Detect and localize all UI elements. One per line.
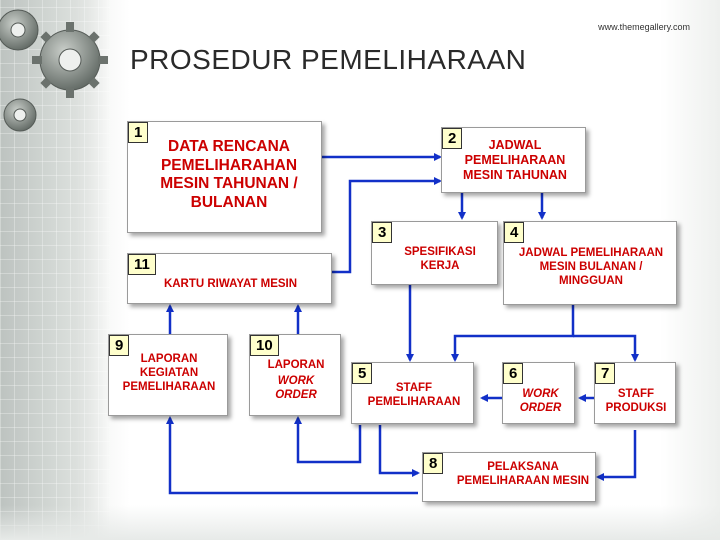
node-number: 11 [128, 254, 156, 275]
arrow-5-to-8 [380, 425, 418, 473]
node-number: 5 [352, 363, 372, 384]
node-4 [503, 221, 677, 305]
node-number: 3 [372, 222, 392, 243]
node-label: SPESIFIKASI KERJA [404, 246, 476, 272]
node-label: DATA RENCANA PEMELIHARAHAN MESIN TAHUNAN / BULANAN [160, 138, 298, 211]
node-number: 7 [595, 363, 615, 384]
node-7 [594, 362, 676, 424]
node-label: WORK ORDER [519, 388, 562, 414]
node-label: JADWAL PEMELIHARAAN MESIN TAHUNAN [463, 138, 567, 182]
node-1 [127, 121, 322, 233]
page-title: PROSEDUR PEMELIHARAAN [130, 44, 527, 75]
node-number: 1 [128, 122, 148, 143]
arrow-7-to-8 [598, 430, 635, 477]
node-9 [108, 334, 228, 416]
arrow-4-to-7 [573, 336, 635, 360]
node-6 [502, 362, 575, 424]
node-label: STAFF PRODUKSI [605, 388, 667, 414]
node-label-line2: WORK ORDER [275, 375, 317, 401]
node-2 [441, 127, 586, 193]
node-label: LAPORAN KEGIATAN PEMELIHARAAN [122, 353, 216, 393]
website-url: www.themegallery.com [598, 22, 690, 32]
node-label-line1: LAPORAN [267, 359, 325, 371]
node-number: 9 [109, 335, 129, 356]
node-label: KARTU RIWAYAT MESIN [163, 278, 298, 290]
node-11 [127, 253, 332, 304]
node-number: 6 [503, 363, 523, 384]
node-label: PELAKSANA PEMELIHARAAN MESIN [456, 461, 590, 487]
node-3 [371, 221, 498, 285]
arrow-4-split [455, 305, 573, 360]
node-number: 10 [250, 335, 279, 356]
node-8 [422, 452, 596, 502]
node-number: 8 [423, 453, 443, 474]
node-5 [351, 362, 474, 424]
arrow-5-to-10 [298, 418, 360, 462]
node-10 [249, 334, 341, 416]
node-number: 2 [442, 128, 462, 149]
node-number: 4 [504, 222, 524, 243]
node-label: JADWAL PEMELIHARAAN MESIN BULANAN / MINGGUAN [518, 247, 664, 287]
node-label: STAFF PEMELIHARAAN [367, 382, 461, 408]
